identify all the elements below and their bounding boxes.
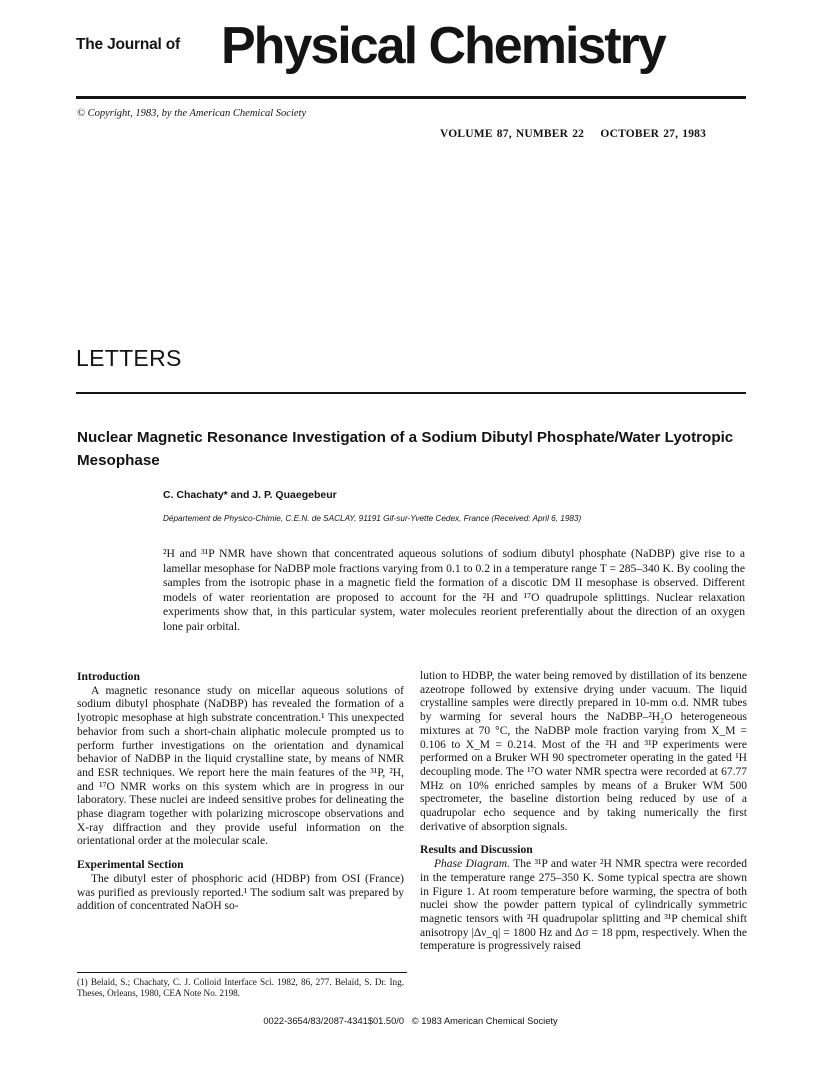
author-affiliation: Département de Physico-Chimie, C.E.N. de SACLAY, 91191 Gif-sur-Yvette Cedex, France (Received: April 6, 1983) — [163, 514, 582, 523]
results-paragraph — [420, 858, 747, 954]
journal-title: Physical Chemistry — [221, 17, 665, 75]
results-heading: Results and Discussion — [420, 843, 533, 857]
abstract — [163, 547, 745, 635]
left-column — [77, 670, 404, 914]
footnote: (1) Belaïd, S.; Chachaty, C. J. Colloid Interface Sci. 1982, 86, 277. Belaïd, S. Dr. Ing. Theses, Orleans, 1980, CEA Note No. 2198. — [77, 977, 404, 999]
experimental-paragraph: The dibutyl ester of phosphoric acid (HDBP) from OSI (France) was purified as previously reported.¹ The sodium salt was prepared by addition of concentrated NaOH so- — [77, 872, 404, 913]
masthead-rule — [76, 96, 746, 99]
introduction-heading: Introduction — [77, 670, 140, 683]
introduction-paragraph: A magnetic resonance study on micellar aqueous solutions of sodium dibutyl phosphate (NaDBP) has revealed the formation of a lyotropic mesophase at high substrate concentration.¹ This unexpected behavior from such a short-chain aliphatic molecule prompted us to perform further investigations on the orientation and dynamical behavior of NaDBP in the liquid crystalline state, by means of NMR and ESR techniques. We report here the main features of the ³¹P, ²H, and ¹⁷O NMR works on this system which are in progress in our laboratory. These nuclei are indeed sensitive probes for delineating the phase diagram together with polarizing microscope observations and X-ray diffraction and they provide useful information on the orientational order at the molecular scale. — [77, 684, 404, 848]
article-authors: C. Chachaty* and J. P. Quaegebeur — [163, 489, 337, 501]
experimental-heading: Experimental Section — [77, 858, 184, 872]
section-title: LETTERS — [76, 345, 182, 371]
right-column — [420, 670, 747, 954]
section-rule — [76, 392, 746, 394]
journal-title-prefix: The Journal of — [76, 36, 180, 53]
experimental-continuation: lution to HDBP, the water being removed by distillation of its benzene azeotrope followed by extensive drying under vacuum. The liquid crystalline samples were directly prepared in 10-mm o.d. NMR tubes by warming for several hours the NaDBP–²H₂O heterogeneous mixtures at 70 °C, the NaDBP mole fraction varying from X_M = 0.106 to X_M = 0.214. Most of the ²H and ³¹P experiments were performed on a Bruker WH 90 spectrometer operating in the gated ¹H decoupling mode. The ¹⁷O water NMR spectra were recorded at 67.77 MHz on 10% enriched samples by means of a Bruker WM 500 spectrometer, the baseline distortion being reduced by use of a quadrupolar echo sequence and by taking numerically the first derivative of absorption signals. — [420, 670, 747, 833]
footnote-rule — [77, 972, 407, 973]
results-text: The ³¹P and water ²H NMR spectra were recorded in the temperature range 275–350 K. Some typical spectra are shown in Figure 1. At room temperature before warming, the spectra of both nuclei show the powder pattern typical of cylindrically symmetric magnetic tensors with ²H quadrupolar splitting and ³¹P chemical shift anisotropy |Δν_q| = 1800 Hz and Δσ = 18 ppm, respectively. When the temperature is progressively raised — [420, 858, 747, 953]
article-title: Nuclear Magnetic Resonance Investigation of a Sodium Dibutyl Phosphate/Water Lyotropic Mesophase — [77, 429, 734, 469]
volume-issue-date: VOLUME 87, NUMBER 22 OCTOBER 27, 1983 — [440, 128, 707, 140]
abstract-text: ²H and ³¹P NMR have shown that concentrated aqueous solutions of sodium dibutyl phosphate (NaDBP) give rise to a lamellar mesophase for NaDBP mole fractions varying from 0.1 to 0.2 in a temperature range T = 285–340 K. By cooling the samples from the isotropic phase in a magnetic field the formation of a discotic DM II mesophase is observed. Different models of water reorientation are proposed to account for the ²H and ¹⁷O quadrupole splittings. Nuclear relaxation experiments show that, in this particular system, water molecules reorient preferentially about the direction of an oxygen lone pair orbital. — [163, 547, 745, 633]
page-footer: 0022-3654/83/2087-4341$01.50/0 © 1983 American Chemical Society — [263, 1016, 558, 1026]
copyright-notice: © Copyright, 1983, by the American Chemical Society — [77, 108, 307, 119]
results-lead-in: Phase Diagram. — [434, 858, 510, 871]
